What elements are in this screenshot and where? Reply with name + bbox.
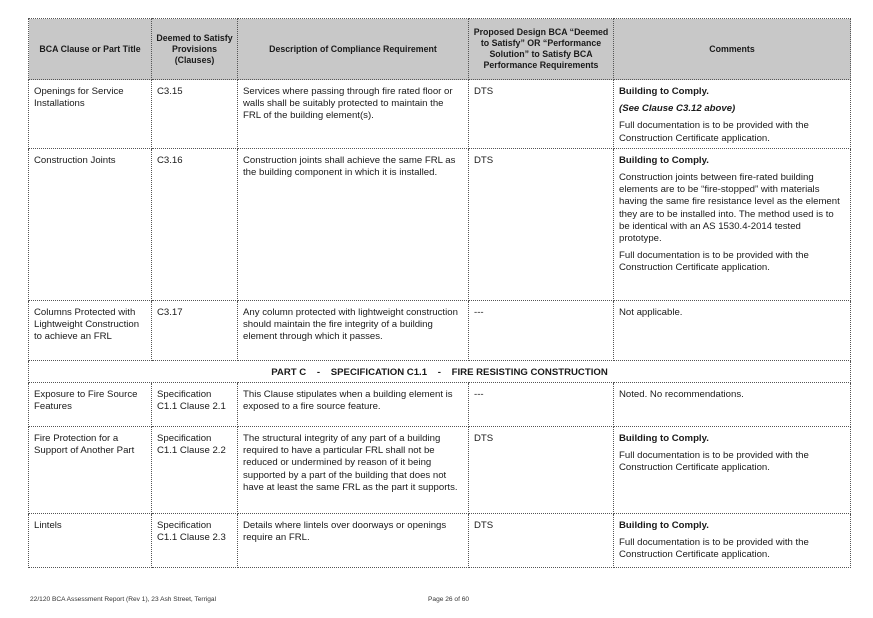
section-heading: [29, 360, 851, 382]
section-spec: SPECIFICATION C1.1: [330, 366, 428, 378]
section-heading-row: [29, 360, 851, 382]
page-footer: [30, 596, 850, 608]
header-proposed-design: Proposed Design BCA “Deemed to Satisfy” OR “Performance Solution” to Satisfy BCA Performance Requirements: [469, 19, 614, 80]
header-comments: Comments: [614, 19, 851, 80]
comments-cell: [614, 148, 851, 300]
comment-reference: (See Clause C3.12 above): [619, 103, 736, 115]
comment-text: Not applicable.: [619, 306, 683, 318]
clause-title: Lintels: [29, 514, 152, 568]
section-part: PART C: [271, 366, 307, 378]
table-row: [29, 300, 851, 360]
clause-ref: C3.16: [152, 148, 238, 300]
comment-text: Noted. No recommendations.: [619, 389, 744, 401]
report-page: [28, 18, 850, 568]
requirement-description: Details where lintels over doorways or openings require an FRL.: [238, 514, 469, 568]
clause-ref: Specification C1.1 Clause 2.3: [152, 514, 238, 568]
table-row: [29, 427, 851, 514]
requirement-description: Any column protected with lightweight construction should maintain the fire integrity of a building element through which it passes.: [238, 300, 469, 360]
requirement-description: Services where passing through fire rated floor or walls shall be suitably protected to maintain the FRL of the building element(s).: [238, 80, 469, 149]
table-header-row: [29, 19, 851, 80]
proposed-design: DTS: [469, 514, 614, 568]
table-row: [29, 383, 851, 427]
header-clause: BCA Clause or Part Title: [29, 19, 152, 80]
table-row: [29, 514, 851, 568]
comment-status: Building to Comply.: [619, 433, 709, 445]
comments-cell: [614, 300, 851, 360]
table-row: [29, 148, 851, 300]
report-reference: 22/120 BCA Assessment Report (Rev 1), 23 Ash Street, Terrigal: [30, 596, 217, 603]
proposed-design: DTS: [469, 427, 614, 514]
section-title: FIRE RESISTING CONSTRUCTION: [451, 366, 608, 378]
clause-ref: C3.15: [152, 80, 238, 149]
comment-status: Building to Comply.: [619, 154, 709, 166]
comment-text: Full documentation is to be provided with the Construction Certificate application.: [619, 537, 809, 561]
proposed-design: ---: [469, 300, 614, 360]
comment-text: Full documentation is to be provided with the Construction Certificate application.: [619, 450, 809, 474]
comment-status: Building to Comply.: [619, 520, 709, 532]
clause-title: Exposure to Fire Source Features: [29, 383, 152, 427]
section-separator: -: [316, 366, 321, 378]
table-row: [29, 80, 851, 149]
proposed-design: DTS: [469, 80, 614, 149]
clause-ref: Specification C1.1 Clause 2.1: [152, 383, 238, 427]
comment-status: Building to Comply.: [619, 86, 709, 97]
clause-ref: Specification C1.1 Clause 2.2: [152, 427, 238, 514]
comments-cell: [614, 514, 851, 568]
proposed-design: ---: [469, 383, 614, 427]
clause-ref: C3.17: [152, 300, 238, 360]
page-number: Page 26 of 60: [428, 596, 470, 603]
comments-cell: [614, 427, 851, 514]
clause-title: Fire Protection for a Support of Another Part: [29, 427, 152, 514]
bca-compliance-table: [28, 18, 851, 568]
comment-text: Construction joints between fire-rated building elements are to be “fire-stopped” with materials having the same fire resistance level as the element they are to be installed into. The method used is to be identical with an AS 1530.4-2014 tested prototype.: [619, 172, 840, 245]
clause-title: Columns Protected with Lightweight Construction to achieve an FRL: [29, 300, 152, 360]
requirement-description: Construction joints shall achieve the same FRL as the building component in which it is installed.: [238, 148, 469, 300]
requirement-description: The structural integrity of any part of a building required to have a particular FRL shall not be reduced or undermined by reason of it being supported by a part of the building that does not have at least the same FRL as the part it supports.: [238, 427, 469, 514]
comments-cell: [614, 383, 851, 427]
proposed-design: DTS: [469, 148, 614, 300]
header-description: Description of Compliance Requirement: [238, 19, 469, 80]
comments-cell: [614, 80, 851, 149]
clause-title: Construction Joints: [29, 148, 152, 300]
header-dts-provisions: Deemed to Satisfy Provisions (Clauses): [152, 19, 238, 80]
comment-text: Full documentation is to be provided with the Construction Certificate application.: [619, 250, 809, 274]
comment-text: Full documentation is to be provided with the Construction Certificate application.: [619, 120, 809, 144]
clause-title: Openings for Service Installations: [29, 80, 152, 149]
requirement-description: This Clause stipulates when a building element is exposed to a fire source feature.: [238, 383, 469, 427]
section-separator: -: [437, 366, 441, 378]
